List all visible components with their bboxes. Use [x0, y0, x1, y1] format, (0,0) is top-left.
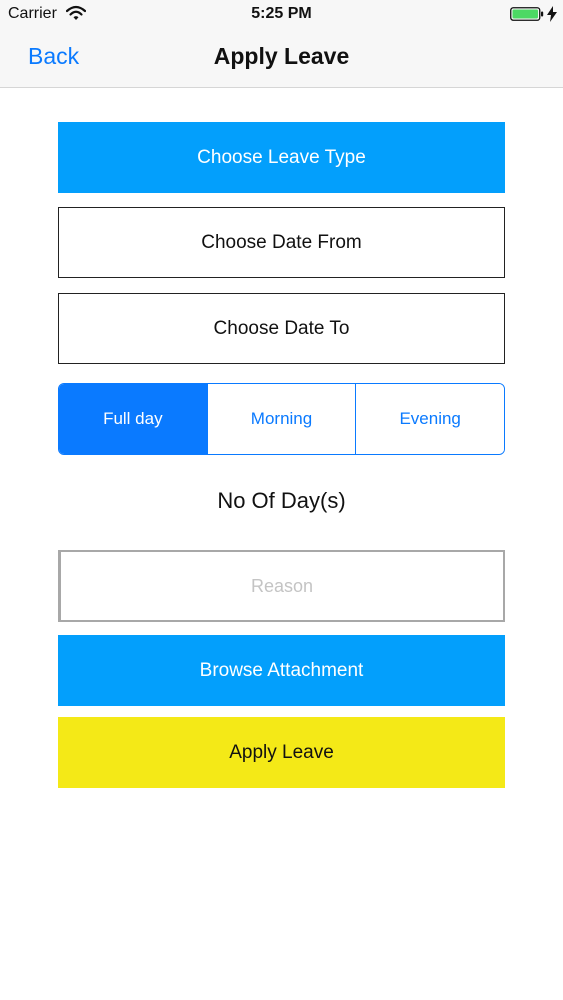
- status-bar: [0, 0, 563, 28]
- back-button[interactable]: Back: [28, 43, 80, 69]
- carrier-name: Carrier: [8, 5, 57, 22]
- segment-morning[interactable]: Morning: [207, 384, 356, 454]
- battery-icon: [510, 7, 544, 21]
- choose-leave-type-button[interactable]: Choose Leave Type: [58, 122, 505, 193]
- segment-full-day[interactable]: Full day: [59, 384, 207, 454]
- page-title: Apply Leave: [213, 43, 350, 69]
- status-time: 5:25 PM: [251, 5, 312, 22]
- choose-date-from-button[interactable]: Choose Date From: [58, 207, 505, 278]
- day-period-segmented-control: [58, 383, 505, 455]
- lightning-icon: [547, 6, 557, 22]
- number-of-days-label: No Of Day(s): [217, 488, 346, 513]
- reason-input[interactable]: [58, 550, 505, 622]
- apply-leave-button[interactable]: Apply Leave: [58, 717, 505, 788]
- browse-attachment-button[interactable]: Browse Attachment: [58, 635, 505, 706]
- navigation-bar: [0, 28, 563, 88]
- segment-evening[interactable]: Evening: [355, 384, 504, 454]
- choose-date-to-button[interactable]: Choose Date To: [58, 293, 505, 364]
